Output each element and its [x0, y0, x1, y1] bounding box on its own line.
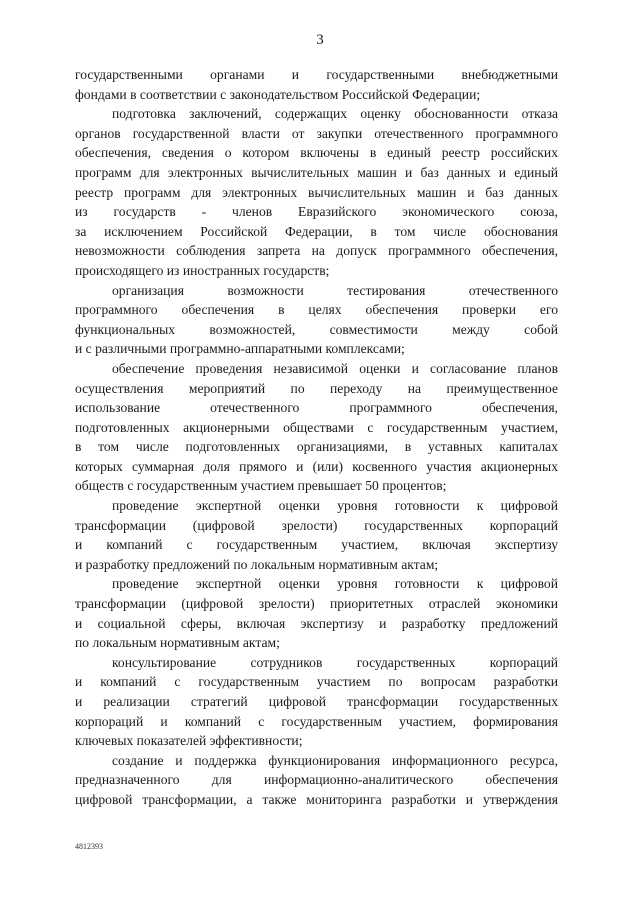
page-number: 3	[316, 32, 324, 48]
text-line: трансформации (цифровой зрелости) государственных корпораций	[75, 517, 558, 533]
text-line: обеспечения, сведения о котором включены в единый реестр российских	[75, 145, 558, 161]
text-line: подготовленных акционерными обществами с государственным участием,	[75, 419, 558, 435]
text-line: функциональных возможностей, совместимости между собой	[75, 321, 558, 337]
text-line: и с различными программно-аппаратными комплексами;	[75, 341, 405, 357]
text-line: обеспечение проведения независимой оценки и согласование планов	[112, 360, 558, 376]
text-line: консультирование сотрудников государственных корпораций	[112, 654, 558, 670]
text-line: предназначенного для информационно-аналитического обеспечения	[75, 772, 558, 788]
text-line: и разработку предложений по локальным нормативным актам;	[75, 556, 439, 572]
text-line: в том числе подготовленных организациями, в уставных капиталах	[75, 439, 558, 455]
text-line: из государств - членов Евразийского экономического союза,	[75, 204, 558, 220]
document-code: 4812393	[75, 842, 103, 851]
text-line: подготовка заключений, содержащих оценку обоснованности отказа	[112, 106, 558, 122]
text-line: происходящего из иностранных государств;	[75, 262, 330, 278]
text-line: проведение экспертной оценки уровня готовности к цифровой	[112, 498, 558, 514]
text-line: организация возможности тестирования отечественного	[112, 282, 558, 298]
text-line: цифровой трансформации, а также мониторинга разработки и утверждения	[75, 791, 558, 807]
text-line: ключевых показателей эффективности;	[75, 733, 303, 749]
text-line: невозможности соблюдения запрета на допуск программного обеспечения,	[75, 243, 558, 259]
text-line: проведение экспертной оценки уровня готовности к цифровой	[112, 576, 558, 592]
text-line: по локальным нормативным актам;	[75, 635, 280, 651]
text-line: и компаний с государственным участием, включая экспертизу	[75, 537, 558, 553]
text-line: обществ с государственным участием превышает 50 процентов;	[75, 478, 447, 494]
text-line: корпораций и компаний с государственным участием, формирования	[75, 713, 558, 729]
text-line: программ для электронных вычислительных машин и баз данных и единый	[75, 164, 558, 180]
text-line: и социальной сферы, включая экспертизу и разработку предложений	[75, 615, 558, 631]
text-line: государственными органами и государственными внебюджетными	[75, 67, 558, 82]
text-line: фондами в соответствии с законодательством Российской Федерации;	[75, 86, 481, 102]
text-line: использование отечественного программного обеспечения,	[75, 400, 558, 416]
text-line: реестр программ для электронных вычислительных машин и баз данных	[75, 184, 558, 200]
text-line: создание и поддержка функционирования информационного ресурса,	[112, 752, 558, 768]
text-line: которых суммарная доля прямого и (или) косвенного участия акционерных	[75, 458, 558, 474]
text-line: и реализации стратегий цифровой трансформации государственных	[75, 694, 558, 709]
text-line: трансформации (цифровой зрелости) приоритетных отраслей экономики	[75, 596, 558, 612]
text-line: программного обеспечения в целях обеспечения проверки его	[75, 302, 558, 318]
text-line: осуществления мероприятий по переходу на преимущественное	[75, 380, 558, 396]
text-line: и компаний с государственным участием по вопросам разработки	[75, 674, 558, 690]
document-body	[75, 65, 558, 810]
text-line: за исключением Российской Федерации, в том числе обоснования	[75, 223, 558, 239]
text-line: органов государственной власти от закупки отечественного программного	[75, 125, 558, 141]
